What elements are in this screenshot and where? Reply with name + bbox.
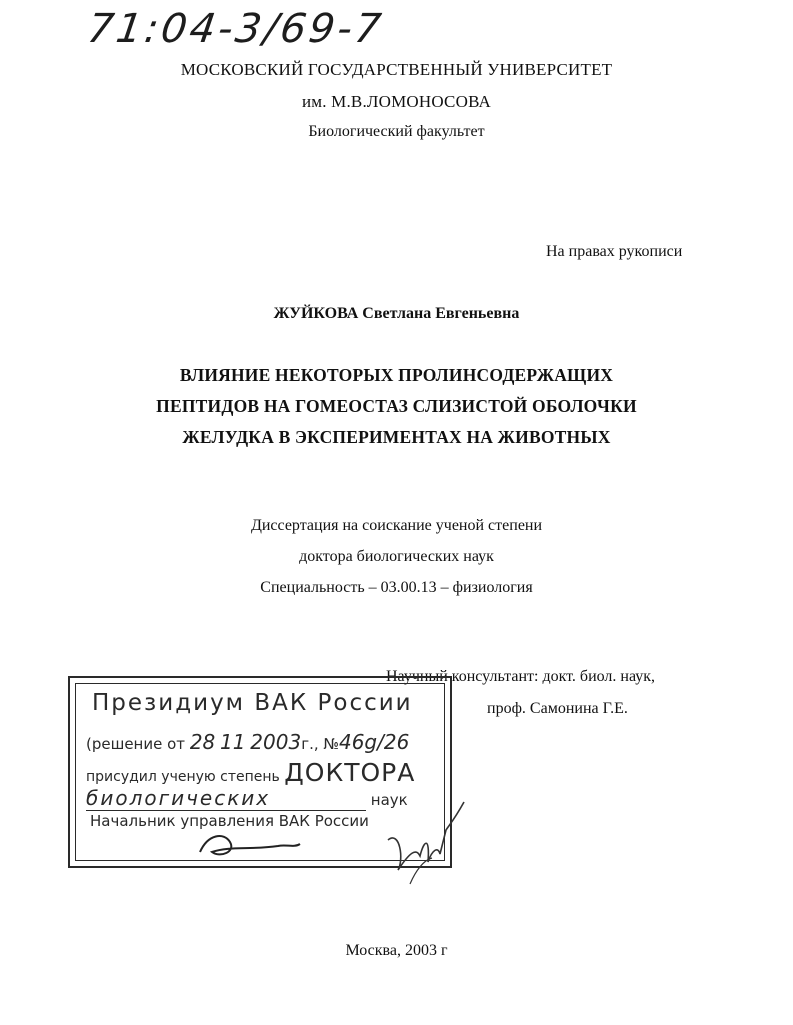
dissertation-line-2: доктора биологических наук: [299, 548, 494, 565]
university-named-after: им. М.В.ЛОМОНОСОВА: [301, 92, 492, 111]
title-line-1: ВЛИЯНИЕ НЕКОТОРЫХ ПРОЛИНСОДЕРЖАЩИХ: [179, 365, 614, 385]
handwritten-signature: [380, 800, 470, 890]
stamp-decision-prefix: (решение от: [86, 735, 186, 753]
stamp-decision-mid: г., №: [301, 735, 339, 753]
stamp-decision-day: 28: [189, 730, 216, 754]
stamp-science-field-value: биологических: [86, 786, 366, 811]
faculty-name: Биологический факультет: [308, 123, 485, 140]
author-name: ЖУЙКОВА Светлана Евгеньевна: [273, 305, 520, 322]
stamp-decision: [86, 730, 409, 754]
manuscript-note: На правах рукописи: [546, 243, 683, 260]
title-line-3: ЖЕЛУДКА В ЭКСПЕРИМЕНТАХ НА ЖИВОТНЫХ: [182, 427, 611, 447]
stamp-degree-value: ДОКТОРА: [284, 758, 416, 787]
stamp-decision-number: 46g/26: [338, 730, 410, 754]
stamp-degree-prefix: присудил ученую степень: [86, 769, 280, 785]
consultant-line-1: Научный консультант: докт. биол. наук,: [386, 668, 656, 685]
stamp-science-suffix: наук: [370, 791, 408, 809]
stamp-chief: Начальник управления ВАК России: [90, 812, 369, 830]
consultant-line-2: проф. Самонина Г.Е.: [487, 700, 628, 717]
stamp-degree: [86, 758, 415, 787]
title-line-2: ПЕПТИДОВ НА ГОМЕОСТАЗ СЛИЗИСТОЙ ОБОЛОЧКИ: [156, 396, 637, 416]
stamp-title: Президиум ВАК России: [92, 690, 413, 716]
stamp-decision-month: 11: [220, 730, 246, 754]
city-year: Москва, 2003 г: [345, 942, 448, 959]
dissertation-line-1: Диссертация на соискание ученой степени: [250, 517, 543, 534]
stamp-decision-year: 2003: [250, 730, 302, 754]
dissertation-line-3: Специальность – 03.00.13 – физиология: [260, 579, 533, 596]
university-name: МОСКОВСКИЙ ГОСУДАРСТВЕННЫЙ УНИВЕРСИТЕТ: [180, 60, 613, 79]
catalog-number: 71:04-3/69-7: [84, 6, 387, 52]
stamp-signature: [190, 828, 310, 864]
